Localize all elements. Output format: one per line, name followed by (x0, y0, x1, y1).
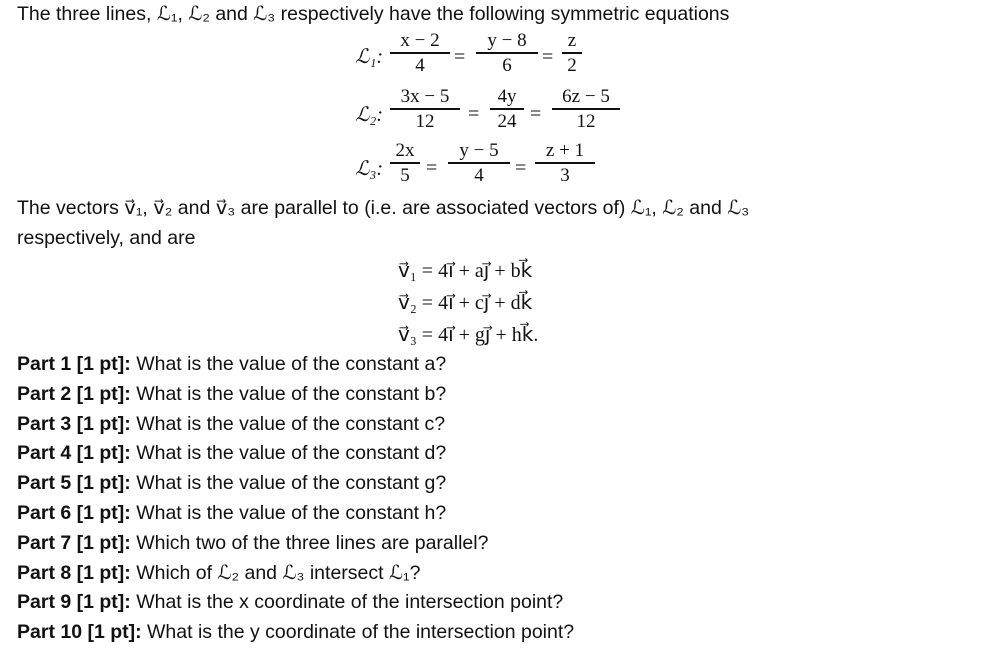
vector-v3-equation: v⃗₃ = 4ı⃗ + gȷ⃗ + hk⃗. (398, 324, 539, 346)
denominator: 24 (497, 110, 517, 132)
part-2 (17, 382, 446, 406)
equals-sign: = (542, 46, 554, 68)
line-1-frac-y (476, 30, 538, 76)
part-label: Part 3 [1 pt]: (17, 413, 131, 435)
part-6 (17, 501, 446, 525)
denominator: 3 (560, 164, 570, 186)
line-2-frac-y (490, 86, 524, 132)
equals-sign: = (454, 46, 466, 68)
denominator: 5 (400, 164, 410, 186)
numerator: y − 5 (459, 140, 499, 161)
line-2-frac-z (552, 86, 620, 132)
part-question: Which of ℒ₂ and ℒ₃ intersect ℒ₁? (136, 562, 421, 584)
part-question: What is the value of the constant h? (136, 502, 447, 524)
part-label: Part 4 [1 pt]: (17, 442, 131, 464)
part-label: Part 6 [1 pt]: (17, 502, 131, 524)
line-1-label: ℒ₁: (355, 46, 384, 68)
denominator: 12 (576, 110, 596, 132)
part-question: What is the x coordinate of the intersection point? (136, 591, 564, 613)
numerator: 3x − 5 (400, 86, 450, 107)
line-3-frac-z (535, 140, 595, 186)
equals-sign: = (515, 157, 527, 179)
part-1 (17, 352, 446, 376)
part-question: What is the value of the constant d? (136, 442, 447, 464)
part-label: Part 8 [1 pt]: (17, 562, 131, 584)
part-label: Part 10 [1 pt]: (17, 621, 142, 643)
part-7 (17, 531, 488, 555)
line-2-frac-x (390, 86, 460, 132)
line-3-frac-y (448, 140, 510, 186)
line-3-label: ℒ₃: (355, 158, 384, 180)
part-label: Part 1 [1 pt]: (17, 353, 131, 375)
numerator: z (567, 30, 577, 51)
vectors-description: The vectors v⃗₁, v⃗₂ and v⃗₃ are parallel to (i.e. are associated vectors of) ℒ₁, ℒ₂ and ℒ₃ (17, 197, 750, 219)
denominator: 4 (474, 164, 484, 186)
denominator: 2 (567, 54, 577, 76)
vector-v2-equation: v⃗₂ = 4ı⃗ + cȷ⃗ + dk⃗ (398, 292, 533, 314)
numerator: 4y (497, 86, 517, 107)
part-10 (17, 620, 574, 644)
part-label: Part 9 [1 pt]: (17, 591, 131, 613)
numerator: 2x (395, 140, 415, 161)
equals-sign: = (426, 157, 438, 179)
part-label: Part 5 [1 pt]: (17, 472, 131, 494)
numerator: z + 1 (545, 140, 585, 161)
vectors-description-cont: respectively, and are (17, 227, 196, 249)
part-question: What is the value of the constant g? (136, 472, 447, 494)
part-question: Which two of the three lines are parallel? (136, 532, 489, 554)
denominator: 12 (415, 110, 435, 132)
part-label: Part 2 [1 pt]: (17, 383, 131, 405)
denominator: 4 (415, 54, 425, 76)
part-3 (17, 412, 445, 436)
part-9 (17, 590, 563, 614)
vector-v1-equation: v⃗₁ = 4ı⃗ + aȷ⃗ + bk⃗ (398, 260, 533, 282)
denominator: 6 (502, 54, 512, 76)
part-label: Part 7 [1 pt]: (17, 532, 131, 554)
line-2-label: ℒ₂: (355, 104, 384, 126)
part-4 (17, 441, 446, 465)
equals-sign: = (468, 103, 480, 125)
equals-sign: = (530, 103, 542, 125)
numerator: y − 8 (487, 30, 527, 51)
part-question: What is the value of the constant c? (136, 413, 446, 435)
intro-text: The three lines, ℒ₁, ℒ₂ and ℒ₃ respectively have the following symmetric equations (17, 3, 730, 25)
line-1-frac-x (390, 30, 450, 76)
part-5 (17, 471, 446, 495)
part-question: What is the value of the constant b? (136, 383, 447, 405)
numerator: x − 2 (400, 30, 440, 51)
line-3-frac-x (390, 140, 420, 186)
part-8 (17, 561, 420, 585)
line-1-frac-z (562, 30, 582, 76)
part-question: What is the value of the constant a? (136, 353, 447, 375)
numerator: 6z − 5 (562, 86, 610, 107)
part-question: What is the y coordinate of the intersection point? (147, 621, 575, 643)
